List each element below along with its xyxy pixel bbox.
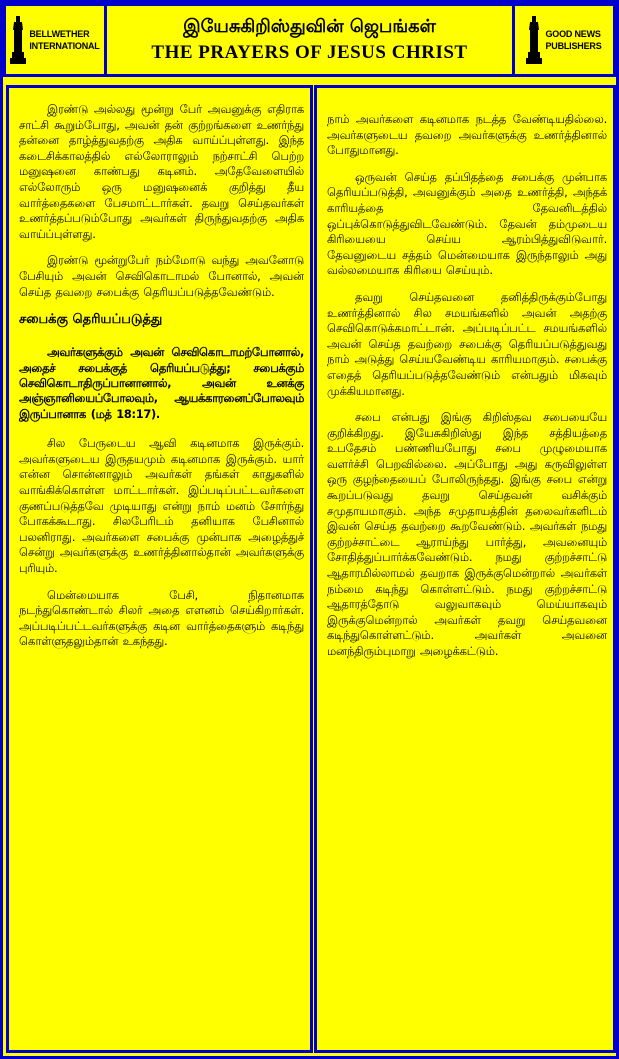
- content-area: [0, 77, 619, 1059]
- title-english: THE PRAYERS OF JESUS CHRIST: [151, 42, 468, 63]
- right-paragraph-2: ஒருவன் செய்த தப்பிதத்தை சபைக்கு முன்பாக தெரியப்படுத்தி, அவனுக்கும் அதை உணர்த்தி, அந்தக் காரியத்தை தேவனிடத்தில் ஒப்புக்கொடுத்துவிடவேண்டும். தேவன் தம்முடைய கிரியையை செய்ய ஆரம்பித்துவிடுவார். தேவனுடைய சத்தம் மென்மையாக இருந்தாலும் அது வல்லமையாக கிரியை செய்யும்.: [327, 169, 607, 278]
- title-box: [107, 3, 512, 77]
- left-paragraph-1: இரண்டு அல்லது மூன்று பேர் அவனுக்கு எதிராக சாட்சி கூறும்போது, அவன் தன் குற்றங்களை உணர்ந்து தன்னை தாழ்த்துவதற்கு அதிக வாய்ப்புள்ளது. இந்த கடைசிக்காலத்தில் எல்லோராலும் நற்சாட்சி பெற்ற மனுஷனை காண்பது கடினம். அதேவேளையில் எல்லோரும் ஒரு மனுஷனைக் குறித்து தீய வார்த்தைகளை பேசமாட்டார்கள். தவறு செய்தவர்கள் உணர்த்தப்படும்போது அவர்கள் திருந்துவதற்கு அதிக வாய்ப்புள்ளது.: [19, 102, 304, 241]
- left-paragraph-3: சில பேருடைய ஆவி கடினமாக இருக்கும். அவர்களுடைய இருதயமும் கடினமாக இருக்கும். யார் என்ன சொன்னாலும் அவர்கள் தங்கள் காதுகளில் வாங்கிக்கொள்ள மாட்டார்கள். இப்படிப்பட்டவர்களை குணப்படுத்தவே முடியாது என்று நாம் மனம் சோர்ந்து போகக்கூடாது. சிலபேரிடம் தனியாக பேசினால் பலனிராது. அவர்களை சபைக்கு முன்பாக அழைத்துச் சென்று அவர்களுக்கு உணர்த்தினால்தான் அவர்களுக்கு புரியும்.: [19, 436, 304, 575]
- bellwether-logo: [3, 3, 107, 77]
- left-paragraph-4: மென்மையாக பேசி, நிதானமாக நடந்துகொண்டால் சிலர் அதை எளனம் செய்கிறார்கள். அப்படிப்பட்டவர்களுக்கு கடின வார்த்தைகளும் கடிந்து கொள்ளுதலும்தான் உகந்தது.: [19, 587, 304, 649]
- scripture-verse: அவர்களுக்கும் அவன் செவிகொடாமற்போனால், அதைச் சபைக்குத் தெரியப்படுத்து; சபைக்கும் செவிகொடாதிருப்பானானால், அவன் உனக்கு அஞ்ஞானியைப்போலவும், ஆயக்காரனைப்போலவும் இருப்பானாக (மத் 18:17).: [19, 345, 304, 421]
- left-paragraph-2: இரண்டு மூன்றுபேர் நம்மோடு வந்து அவனோடு பேசியும் அவன் செவிகொடாமல் போனால், அவன் செய்த தவறை சபைக்கு தெரியப்படுத்தவேண்டும்.: [19, 253, 304, 299]
- left-logo-text: BELLWETHER INTERNATIONAL: [29, 29, 100, 51]
- title-tamil: இயேசுகிறிஸ்துவின் ஜெபங்கள்: [183, 16, 436, 37]
- right-column: [314, 85, 616, 1053]
- header: [3, 3, 616, 77]
- left-column: [6, 85, 313, 1053]
- good-news-logo: [512, 3, 616, 77]
- right-paragraph-4: சபை என்பது இங்கு கிறிஸ்தவ சபையையே குறிக்கிறது. இயேசுகிறிஸ்து இந்த சத்தியத்தை உபதேசம் பண்ணியபோது சபை முழுமையாக வளர்ச்சி பெறவில்லை. அப்போது அது கருவிலுள்ள ஒரு குழந்தையைப் போலிருந்தது. இங்கு சபை என்று கூறப்படுவது தவறு செய்தவன் வசிக்கும் சமுதாயமாகும். அந்த சமுதாயத்தின் தலைவர்களிடம் இவன் செய்த தவற்றை கூறவேண்டும். அவர்கள் நமது குற்றச்சாட்டை ஆராய்ந்து பார்த்து, அவனையும் சோதித்துப்பார்க்கவேண்டும். நமது குற்றச்சாட்டு ஆதாரமில்லாமல் தவறாக இருக்குமென்றால் அவர்கள் நம்மை கடிந்து கொள்ளட்டும். நமது குற்றச்சாட்டு ஆதாரத்தோடு வலுவாகவும் மெய்யாகவும் இருக்குமென்றால் அவர்கள் தவறு செய்தவனை கடிந்துகொள்ளட்டும். அவர்கள் அவனை மனந்திரும்புமாறு அழைக்கட்டும்.: [327, 410, 607, 658]
- section-heading: சபைக்கு தெரியப்படுத்து: [19, 312, 163, 328]
- tower-icon: [10, 16, 26, 64]
- tower-icon: [526, 16, 542, 64]
- right-paragraph-1: நாம் அவர்களை கடினமாக நடத்த வேண்டியதில்லை. அவர்களுடைய தவறை அவர்களுக்கு உணர்த்தினால் போதுமானது.: [327, 112, 607, 158]
- right-paragraph-3: தவறு செய்தவனை தனித்திருக்கும்போது உணர்த்தினால் சில சமயங்களில் அவன் அதற்கு செவிகொடுக்கமாட்டான். அப்படிப்பட்ட சமயங்களில் அவன் செய்த தவற்றை சபைக்கு தெரியப்படுத்துவது நாம் அடுத்து செய்யவேண்டிய காரியமாகும். சபைக்கு எதைத் தெரியப்படுத்தவேண்டும் என்பதும் மிகவும் முக்கியமானது.: [327, 289, 607, 398]
- right-logo-text: GOOD NEWS PUBLISHERS: [545, 29, 602, 51]
